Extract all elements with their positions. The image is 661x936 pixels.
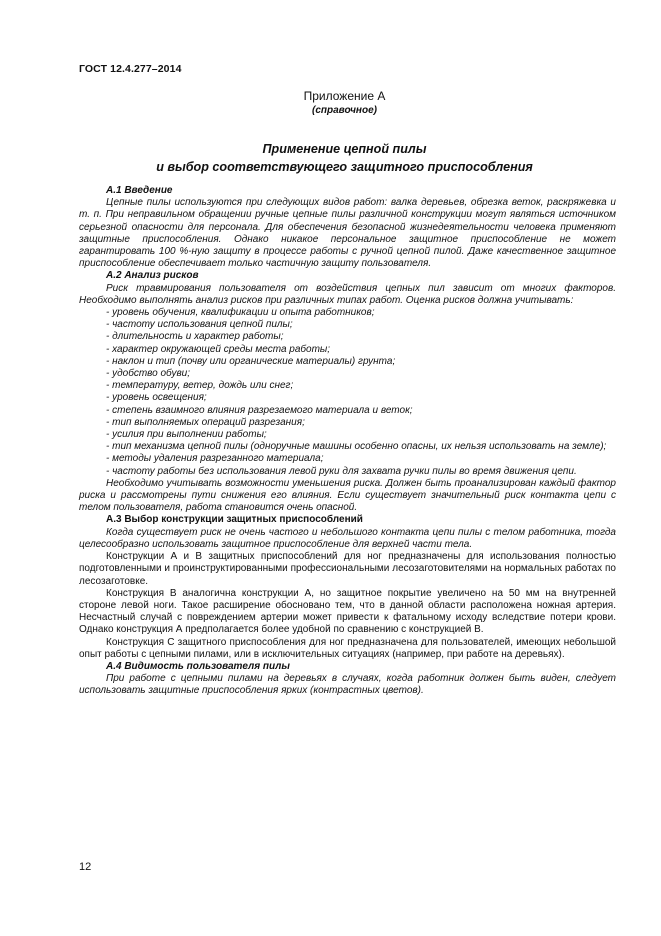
document-body — [79, 185, 616, 698]
page-number: 12 — [79, 861, 92, 873]
list-item: - наклон и тип (почву или органические материалы) грунта; — [106, 355, 396, 367]
section-title-line2: и выбор соответствующего защитного приспособления — [156, 160, 533, 174]
appendix-subtitle: (справочное) — [312, 105, 377, 116]
list-item: - методы удаления разрезанного материала; — [106, 453, 324, 465]
paragraph-a1-1: Цепные пилы используются при следующих видов работ: валка деревьев, обрезка веток, раскряжевка и т. п. При неправильном обращении ручные цепные пилы различной конструкции могут являться источником серьезной опасности для персонала. Для обеспечения безопасной жизнедеятельности человека применяют защитные приспособления. Однако никакое персональное защитное приспособление не может гарантировать 100 %-ную защиту в процессе работы с ручной цепной пилой. Даже качественное защитное приспособление обеспечивает только частичную защиту пользователя. — [79, 197, 616, 270]
paragraph-a3-4: Конструкция С защитного приспособления для ног предназначена для пользователей, имеющих небольшой опыт работы с цепными пилами, или в исключительных ситуациях (например, при работе на деревьях). — [79, 636, 616, 660]
heading-a3: А.3 Выбор конструкции защитных приспособлений — [106, 514, 363, 526]
list-item: - удобство обуви; — [106, 368, 191, 380]
heading-a4: А.4 Видимость пользователя пилы — [106, 660, 290, 672]
list-item: - степень взаимного влияния разрезаемого материала и веток; — [106, 404, 413, 416]
paragraph-a2-2: Необходимо учитывать возможности уменьшения риска. Должен быть проанализирован каждый фактор риска и рассмотрены пути снижения его влияния. Если существует значительный риск контакта цепи с телом пользователя, работа становится очень опасной. — [79, 477, 616, 514]
list-item: - частоту использования цепной пилы; — [106, 319, 293, 331]
section-title-line1: Применение цепной пилы — [262, 142, 427, 156]
paragraph-a3-2: Конструкции А и В защитных приспособлений для ног предназначены для использования полностью подготовленными и проинструктированными профессиональными лесозаготовителями на нормальных работах по лесозаготовке. — [79, 551, 616, 587]
list-item: - характер окружающей среды места работы; — [106, 343, 331, 355]
list-item: - частоту работы без использования левой руки для захвата ручки пилы во время движения цепи. — [106, 465, 577, 477]
paragraph-a2-1: Риск травмирования пользователя от воздействия цепных пил зависит от многих факторов. Необходимо выполнять анализ рисков при различных типах работ. Оценка рисков должна учитывать: — [79, 282, 616, 306]
paragraph-a4-1: При работе с цепными пилами на деревьях в случаях, когда работник должен быть виден, следует использовать защитные приспособления ярких (контрастных цветов). — [79, 673, 616, 697]
list-item: - уровень обучения, квалификации и опыта работников; — [106, 307, 375, 319]
list-item: - тип механизма цепной пилы (одноручные машины особенно опасны, их нельзя использовать на земле); — [106, 441, 607, 453]
appendix-title: Приложение А — [303, 89, 386, 103]
list-item: - уровень освещения; — [106, 392, 207, 404]
heading-a1: А.1 Введение — [106, 185, 173, 196]
standard-header: ГОСТ 12.4.277–2014 — [79, 63, 182, 75]
list-item: - тип выполняемых операций разрезания; — [106, 416, 305, 428]
list-item: - длительность и характер работы; — [106, 331, 284, 343]
paragraph-a3-1: Когда существует риск не очень частого и небольшого контакта цепи пилы с телом работника, тогда целесообразно использовать защитное приспособление для верхней части тела. — [79, 526, 616, 550]
list-item: - усилия при выполнении работы; — [106, 429, 267, 441]
heading-a2: А.2 Анализ рисков — [106, 270, 199, 282]
paragraph-a3-3: Конструкция В аналогична конструкции А, но защитное покрытие увеличено на 50 мм на внутренней стороне левой ноги. Такое расширение обосновано тем, что в данной области расположена ножная артерия. Несчастный случай с повреждением артерии может привести к фатальному исходу вследствие потери крови. Однако конструкция А предполагается более удобной по сравнению с конструкцией В. — [79, 587, 616, 636]
list-item: - температуру, ветер, дождь или снег; — [106, 380, 294, 392]
